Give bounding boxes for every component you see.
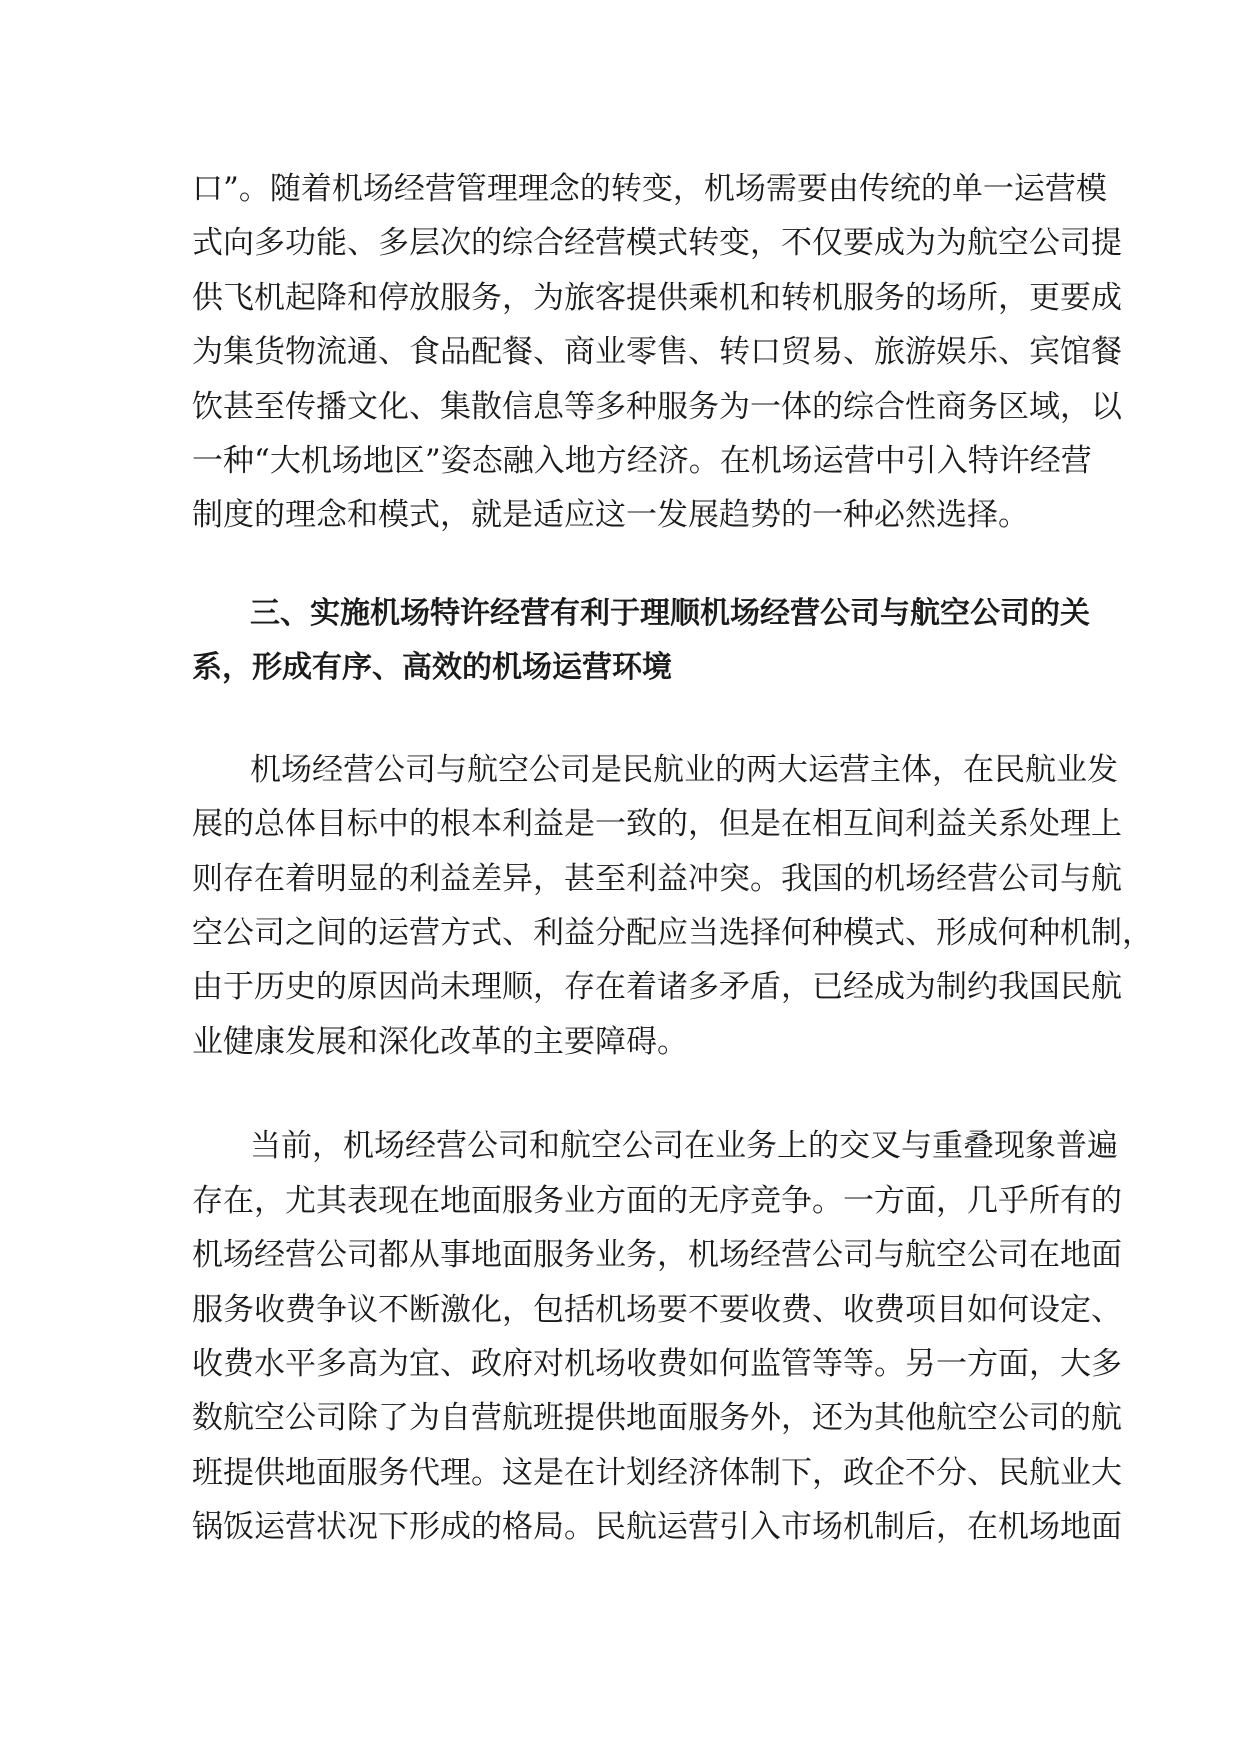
text-line: 展的总体目标中的根本利益是一致的，但是在相互间利益关系处理上 (192, 806, 1122, 843)
text-line: 机场经营公司都从事地面服务业务，机场经营公司与航空公司在地面 (192, 1237, 1122, 1274)
text-line: 饮甚至传播文化、集散信息等多种服务为一体的综合性商务区域，以 (192, 388, 1122, 425)
text-line: 制度的理念和模式，就是适应这一发展趋势的一种必然选择。 (192, 497, 1029, 534)
text-line: 则存在着明显的利益差异，甚至利益冲突。我国的机场经营公司与航 (192, 860, 1122, 897)
text-line: 服务收费争议不断激化，包括机场要不要收费、收费项目如何设定、 (192, 1291, 1122, 1328)
text-line: 存在，尤其表现在地面服务业方面的无序竞争。一方面，几乎所有的 (192, 1182, 1122, 1219)
heading-line: 系，形成有序、高效的机场运营环境 (192, 649, 672, 685)
text-line: 锅饭运营状况下形成的格局。民航运营引入市场机制后，在机场地面 (192, 1509, 1122, 1546)
text-line: 为集货物流通、食品配餐、商业零售、转口贸易、旅游娱乐、宾馆餐 (192, 334, 1122, 371)
text-line: 机场经营公司与航空公司是民航业的两大运营主体，在民航业发 (250, 751, 1118, 788)
text-line: 班提供地面服务代理。这是在计划经济体制下，政企不分、民航业大 (192, 1454, 1122, 1491)
text-line: 供飞机起降和停放服务，为旅客提供乘机和转机服务的场所，更要成 (192, 279, 1122, 316)
text-line: 由于历史的原因尚未理顺，存在着诸多矛盾，已经成为制约我国民航 (192, 969, 1122, 1006)
section-heading (192, 587, 1090, 695)
text-line: 口”。随着机场经营管理理念的转变，机场需要由传统的单一运营模 (192, 171, 1107, 207)
text-line: 当前，机场经营公司和航空公司在业务上的交叉与重叠现象普遍 (250, 1128, 1118, 1165)
text-line: 式向多功能、多层次的综合经营模式转变，不仅要成为为航空公司提 (192, 225, 1122, 262)
text-line: 收费水平多高为宜、政府对机场收费如何监管等等。另一方面，大多 (192, 1345, 1122, 1382)
paragraph-intro-continuation (192, 162, 1122, 543)
paragraph-ground-services (192, 1119, 1122, 1554)
document-page (192, 162, 1153, 1555)
text-line: 业健康发展和深化改革的主要障碍。 (192, 1023, 688, 1060)
heading-line: 三、实施机场特许经营有利于理顺机场经营公司与航空公司的关 (250, 595, 1090, 631)
paragraph-operators (192, 743, 1153, 1069)
text-line: 空公司之间的运营方式、利益分配应当选择何种模式、形成何种机制， (192, 915, 1153, 952)
text-line: 一种“大机场地区”姿态融入地方经济。在机场运营中引入特许经营 (192, 443, 1092, 480)
text-line: 数航空公司除了为自营航班提供地面服务外，还为其他航空公司的航 (192, 1400, 1122, 1437)
